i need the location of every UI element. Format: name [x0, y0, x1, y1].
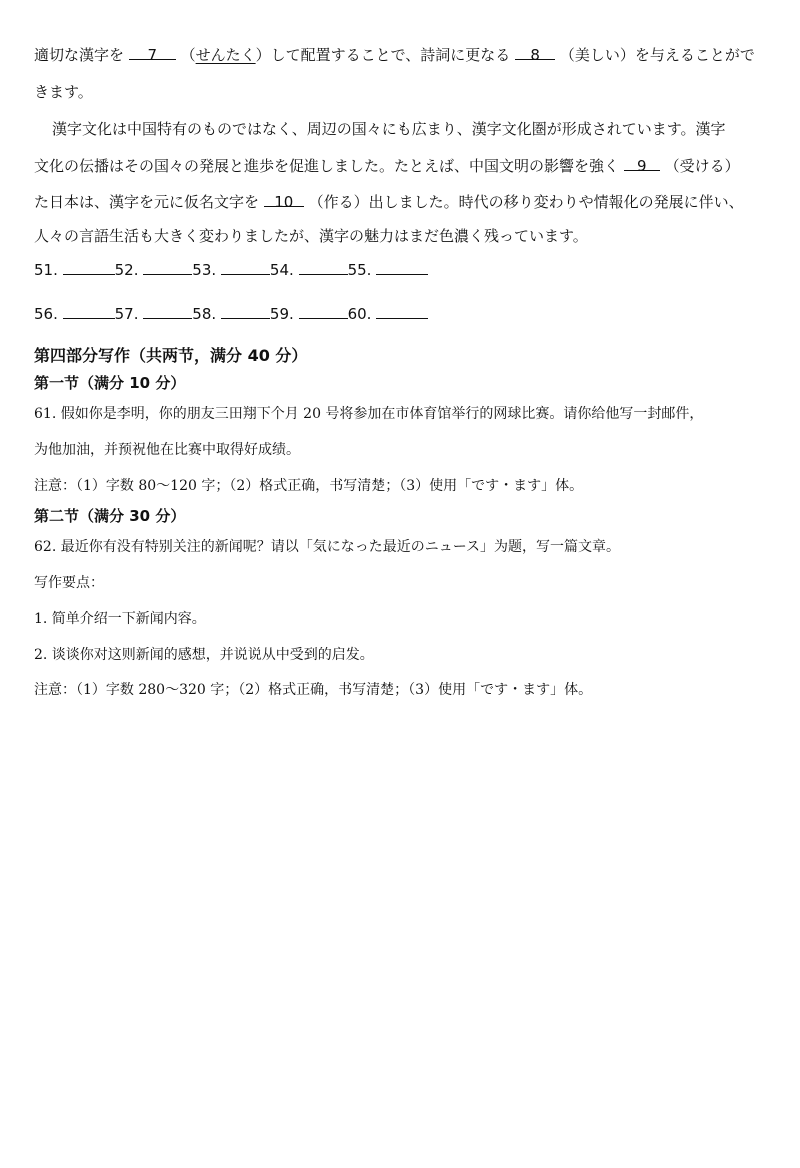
answer-blank[interactable] — [299, 260, 348, 275]
answer-number: 51. — [34, 261, 58, 279]
answer-number: 53. — [192, 261, 217, 279]
blank-10: 10 — [264, 192, 304, 207]
passage-line-5: た日本は、漢字を元に仮名文字を 10 （作る）出しました。時代の移り変わりや情報化の発展に伴い、 — [34, 193, 744, 211]
answer-number: 58. — [192, 305, 217, 323]
answer-blank[interactable] — [143, 260, 192, 275]
passage-line-6: 人々の言語生活も大きく変わりましたが、漢字の魅力はまだ色濃く残っています。 — [34, 227, 588, 245]
answer-number: 54. — [269, 261, 294, 279]
answer-number: 52. — [114, 261, 139, 279]
writing-points-label: 写作要点： — [34, 575, 104, 591]
blank-7: 7 — [129, 45, 176, 60]
answer-blank[interactable] — [376, 304, 428, 319]
q61-line-2: 为他加油，并预祝他在比赛中取得好成绩。 — [34, 442, 300, 458]
answer-blank[interactable] — [143, 304, 192, 319]
answer-blank[interactable] — [299, 304, 348, 319]
q62-note: 注意：（1）字数 280～320 字；（2）格式正确，书写清楚；（3）使用「です・ます」体。 — [34, 682, 593, 698]
passage-line-3: 漢字文化は中国特有のものではなく、周辺の国々にも広まり、漢字文化圏が形成されています。漢字 — [52, 120, 726, 138]
section2-heading: 第二节（满分 30 分） — [34, 507, 186, 525]
answer-row-2 — [34, 304, 428, 324]
answer-number: 57. — [114, 305, 139, 323]
answer-row-1 — [34, 260, 428, 280]
q62-line: 62. 最近你有没有特别关注的新闻呢？请以「気になった最近のニュース」为题，写一篇文章。 — [34, 539, 621, 555]
section1-heading: 第一节（满分 10 分） — [34, 374, 186, 392]
q61-note: 注意：（1）字数 80～120 字；（2）格式正确，书写清楚；（3）使用「です・ます」体。 — [34, 478, 584, 494]
passage-text: ）して配置することで、詩詞に更なる — [255, 46, 511, 64]
answer-number: 59. — [269, 305, 294, 323]
answer-blank[interactable] — [221, 304, 270, 319]
passage-text: 適切な漢字を — [34, 46, 125, 64]
q61-line-1: 61. 假如你是李明，你的朋友三田翔下个月 20 号将参加在市体育馆举行的网球比赛。请你给他写一封邮件， — [34, 406, 704, 422]
passage-text: （美しい）を与えることがで — [559, 46, 755, 64]
answer-number: 56. — [34, 305, 58, 323]
answer-blank[interactable] — [63, 260, 115, 275]
answer-number: 60. — [347, 305, 372, 323]
blank-9: 9 — [624, 156, 660, 171]
passage-line-4: 文化の伝播はその国々の発展と進歩を促進しました。たとえば、中国文明の影響を強く 9 （受ける） — [34, 157, 740, 175]
writing-point-2: 2. 谈谈你对这则新闻的感想，并说说从中受到的启发。 — [34, 647, 374, 663]
underlined-hint: せんたく — [195, 46, 256, 64]
answer-blank[interactable] — [221, 260, 270, 275]
answer-blank[interactable] — [376, 260, 428, 275]
part4-heading: 第四部分写作（共两节，满分 40 分） — [34, 346, 308, 365]
passage-line-1 — [34, 45, 755, 65]
passage-text: （ — [180, 46, 196, 64]
answer-number: 55. — [347, 261, 372, 279]
blank-8: 8 — [515, 45, 555, 60]
answer-blank[interactable] — [63, 304, 115, 319]
writing-point-1: 1. 简单介绍一下新闻内容。 — [34, 611, 206, 627]
passage-line-2: きます。 — [34, 83, 93, 101]
